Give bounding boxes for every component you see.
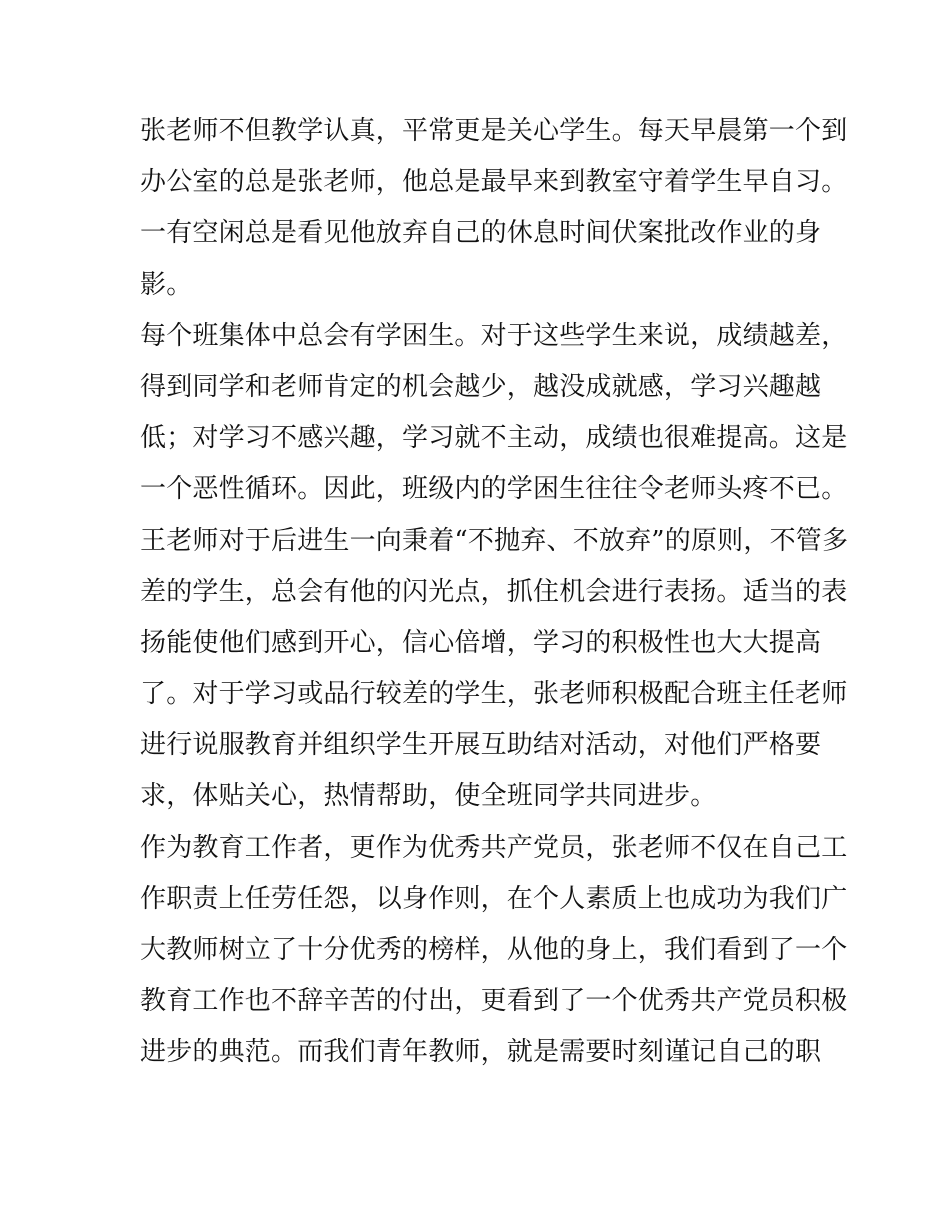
text-line: 一个恶性循环。因此，班级内的学困生往往令老师头疼不已。: [140, 474, 848, 505]
text-line: 得到同学和老师肯定的机会越少，越没成就感，学习兴趣越: [140, 371, 822, 402]
text-line: 每个班集体中总会有学困生。对于这些学生来说，成绩越差，: [140, 320, 848, 351]
text-line: 作为教育工作者，更作为优秀共产党员，张老师不仅在自己工: [140, 832, 848, 863]
text-line: 差的学生，总会有他的闪光点，抓住机会进行表扬。适当的表: [140, 576, 848, 607]
text-line: 大教师树立了十分优秀的榜样，从他的身上，我们看到了一个: [140, 935, 848, 965]
text-line: 张老师不但教学认真，平常更是关心学生。每天早晨第一个到: [140, 116, 848, 146]
text-line: 办公室的总是张老师，他总是最早来到教室守着学生早自习。: [140, 167, 848, 198]
text-line: 进行说服教育并组织学生开展互助结对活动，对他们严格要: [140, 730, 822, 761]
text-line: 求，体贴关心，热情帮助，使全班同学共同进步。: [140, 781, 717, 812]
text-line: 教育工作也不辞辛苦的付出，更看到了一个优秀共产党员积极: [140, 986, 848, 1017]
text-line: 作职责上任劳任怨，以身作则，在个人素质上也成功为我们广: [140, 883, 848, 914]
document-body: [140, 106, 849, 1079]
text-line: 王老师对于后进生一向秉着“不抛弃、不放弃”的原则，不管多: [140, 525, 849, 556]
text-line: 扬能使他们感到开心，信心倍增，学习的积极性也大大提高: [140, 627, 822, 658]
text-line: 进步的典范。而我们青年教师，就是需要时刻谨记自己的职: [140, 1037, 822, 1068]
text-line: 影。: [140, 269, 193, 300]
text-line: 了。对于学习或品行较差的学生，张老师积极配合班主任老师: [140, 679, 848, 710]
text-line: 一有空闲总是看见他放弃自己的休息时间伏案批改作业的身: [140, 218, 822, 249]
text-line: 低；对学习不感兴趣，学习就不主动，成绩也很难提高。这是: [140, 423, 848, 454]
